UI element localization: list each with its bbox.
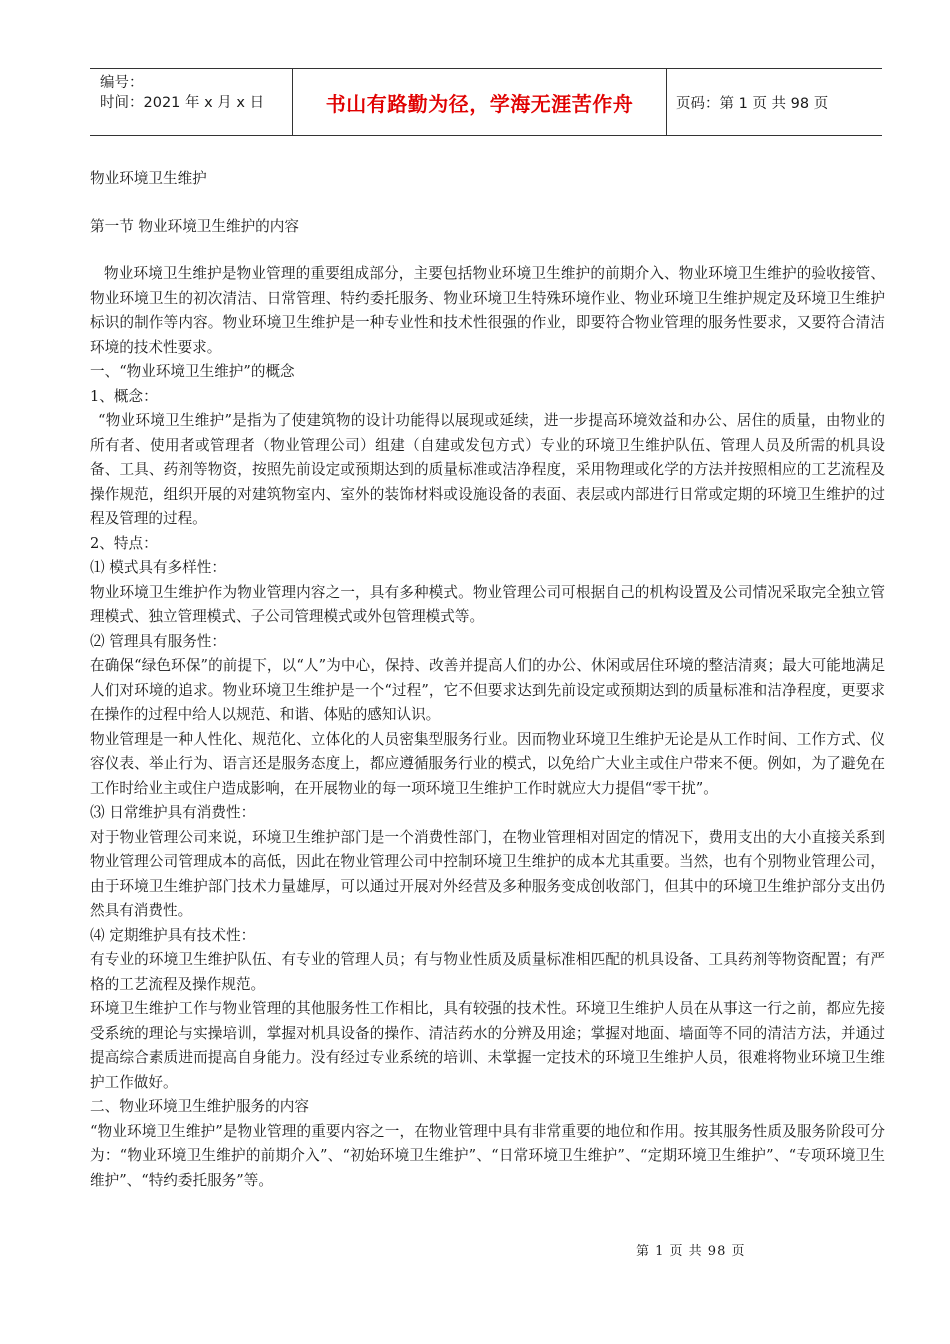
page-footer: 第 1 页 共 98 页 — [636, 1244, 746, 1259]
subheading: 1、概念： — [90, 387, 158, 405]
header-divider — [666, 69, 667, 135]
subheading: 2、特点： — [90, 534, 158, 552]
paragraph: 物业环境卫生维护是物业管理的重要组成部分，主要包括物业环境卫生维护的前期介入、物业环境卫生维护的验收接管、物业环境卫生的初次清洁、日常管理、特约委托服务、物业环境卫生特殊环境作业、物业环境卫生维护规定及环境卫生维护标识的制作等内容。物业环境卫生维护是一种专业性和技术性很强的作业，即要符合物业管理的服务性要求，又要符合清洁环境的技术性要求。 — [90, 265, 885, 356]
header-meta — [100, 73, 290, 113]
paragraph: “物业环境卫生维护”是物业管理的重要内容之一，在物业管理中具有非常重要的地位和作用。按其服务性质及服务阶段可分为：“物业环境卫生维护的前期介入”、“初始环境卫生维护”、“日常环境卫生维护”、“定期环境卫生维护”、“专项环境卫生维护”、“特约委托服务”等。 — [90, 1122, 885, 1189]
list-heading: ⑴ 模式具有多样性： — [90, 559, 226, 576]
paragraph: 环境卫生维护工作与物业管理的其他服务性工作相比，具有较强的技术性。环境卫生维护人员在从事这一行之前，都应先接受系统的理论与实操培训，掌握对机具设备的操作、清洁药水的分辨及用途；掌握对地面、墙面等不同的清洁方法，并通过提高综合素质进而提高自身能力。没有经过专业系统的培训、未掌握一定技术的环境卫生维护人员，很难将物业环境卫生维护工作做好。 — [90, 1000, 885, 1091]
paragraph: 物业环境卫生维护作为物业管理内容之一，具有多种模式。物业管理公司可根据自己的机构设置及公司情况采取完全独立管理模式、独立管理模式、子公司管理模式或外包管理模式等。 — [90, 583, 885, 625]
document-time-label: 时间：2021 年 x 月 x 日 — [100, 95, 265, 111]
heading-service-content: 二、物业环境卫生维护服务的内容 — [90, 1098, 309, 1115]
page-header — [90, 68, 882, 136]
paragraph: 对于物业管理公司来说，环境卫生维护部门是一个消费性部门，在物业管理相对固定的情况下，费用支出的大小直接关系到物业管理公司管理成本的高低，因此在物业管理公司中控制环境卫生维护的成本尤其重要。当然，也有个别物业管理公司，由于环境卫生维护部门技术力量雄厚，可以通过开展对外经营及多种服务变成创收部门，但其中的环境卫生维护部分支出仍然具有消费性。 — [90, 828, 885, 919]
list-heading: ⑷ 定期维护具有技术性： — [90, 926, 256, 944]
document-number-label: 编号： — [100, 75, 144, 91]
document-title: 物业环境卫生维护 — [90, 170, 207, 187]
paragraph: 物业管理是一种人性化、规范化、立体化的人员密集型服务行业。因而物业环境卫生维护无论是从工作时间、工作方式、仪容仪表、举止行为、语言还是服务态度上，都应遵循服务行业的模式，以免给广大业主或住户带来不便。例如，为了避免在工作时给业主或住户造成影响，在开展物业的每一项环境卫生维护工作时就应大力提倡“零干扰”。 — [90, 730, 885, 797]
list-heading: ⑶ 日常维护具有消费性： — [90, 804, 256, 821]
header-motto: 书山有路勤为径，学海无涯苦作舟 — [325, 91, 634, 116]
header-page-code: 页码：第 1 页 共 98 页 — [676, 95, 829, 112]
paragraph: 有专业的环境卫生维护队伍、有专业的管理人员；有与物业性质及质量标准相匹配的机具设备、工具药剂等物资配置；有严格的工艺流程及操作规范。 — [90, 951, 885, 993]
paragraph: 在确保“绿色环保”的前提下，以“人”为中心，保持、改善并提高人们的办公、休闲或居住环境的整洁清爽；最大可能地满足人们对环境的追求。物业环境卫生维护是一个“过程”，它不但要求达到先前设定或预期达到的质量标准和洁净程度，更要求在操作的过程中给人以规范、和谐、体贴的感知认识。 — [90, 657, 885, 723]
document-body — [90, 168, 885, 1193]
heading-concept: 一、“物业环境卫生维护”的概念 — [90, 363, 295, 380]
paragraph: “物业环境卫生维护”是指为了使建筑物的设计功能得以展现或延续，进一步提高环境效益和办公、居住的质量，由物业的所有者、使用者或管理者（物业管理公司）组建（自建或发包方式）专业的环境卫生维护队伍、管理人员及所需的机具设备、工具、药剂等物资，按照先前设定或预期达到的质量标准或洁净程度，采用物理或化学的方法并按照相应的工艺流程及操作规范，组织开展的对建筑物室内、室外的装饰材料或设施设备的表面、表层或内部进行日常或定期的环境卫生维护的过程及管理的过程。 — [90, 412, 885, 527]
body-text — [90, 262, 885, 1193]
list-heading: ⑵ 管理具有服务性： — [90, 632, 226, 650]
section-title: 第一节 物业环境卫生维护的内容 — [90, 218, 299, 235]
